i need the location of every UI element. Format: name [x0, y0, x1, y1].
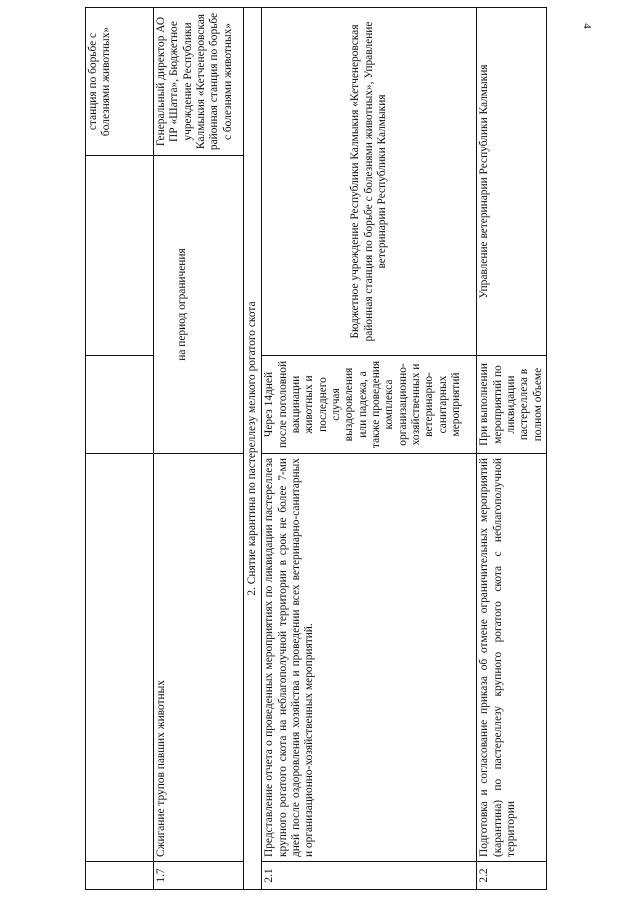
spacer-cell: [86, 156, 154, 356]
responsible-cell: [477, 8, 547, 356]
responsible-cell: [86, 8, 154, 156]
action-plan-table: [85, 7, 547, 890]
row-number-cell: [86, 862, 154, 890]
section-row: [244, 8, 262, 890]
row-number: 2.1: [263, 868, 276, 883]
responsible-cell: [154, 8, 244, 156]
term-text: на период ограничения: [176, 248, 188, 361]
action-text: Представление отчета о проведенных мероприятиях по ликвидации пастереллеза крупного рогатого скота на неблагополучной территории в срок не более 7-ми дней после оздоровления хозяйства и проведении всех ветеринарно-санитарных и организационно-хозяйственных мероприятий.: [263, 458, 316, 857]
term-cell: [262, 356, 477, 454]
action-text: Сжигание трупов павших животных: [155, 680, 167, 857]
responsible-text: Генеральный директор АО ПР «Шатта», Бюджетное учреждение Республики Калмыкия «Кетченеровская районная станция по борьбе с болезнями животных»: [155, 12, 234, 151]
section-heading: 2. Снятие карантина по пастереллезу мелкого рогатого скота: [246, 301, 258, 596]
action-cell: [86, 454, 154, 862]
action-text: Подготовка и согласование приказа об отмене ограничительных мероприятий (карантина) по пастереллезу крупного рогатого скота с неблагополучной территории: [478, 458, 518, 857]
row-number-cell: [477, 862, 547, 890]
action-cell: [477, 454, 547, 862]
section-heading-cell: [244, 8, 262, 890]
action-cell: [262, 454, 477, 862]
table-row: [154, 8, 244, 890]
responsible-text: Управление ветеринарии Республики Калмыкия: [478, 64, 491, 299]
row-number: 1.7: [155, 868, 167, 883]
term-cell: [86, 356, 154, 454]
term-cell: [154, 156, 244, 454]
rotated-landscape-table-area: [85, 8, 544, 890]
term-cell: [477, 356, 547, 454]
row-number-cell: [262, 862, 477, 890]
action-cell: [154, 454, 244, 862]
table-row: [86, 8, 154, 890]
table-row: [262, 8, 477, 890]
responsible-cell: [262, 8, 477, 356]
responsible-text: Бюджетное учреждение Республики Калмыкия «Кетченеровская районная станция по борьбе с болезнями животных», Управление ветеринарии Республики Калмыкия: [349, 21, 389, 342]
term-text: Через 14дней после поголовной вакцинации животных и последнего случая выздоровления или падежа, а также проведения комплекса организационно-хозяйственных и ветеринарно-санитарных мероприятий: [263, 360, 463, 449]
table-row: [477, 8, 547, 890]
term-text: При выполнении мероприятий по ликвидации пастереллеза в полном объеме: [478, 363, 544, 446]
row-number: 2.2: [478, 868, 491, 883]
row-number-cell: [154, 862, 244, 890]
page-number: 4: [580, 23, 593, 29]
responsible-text: станция по борьбе с болезнями животных»: [87, 26, 113, 137]
